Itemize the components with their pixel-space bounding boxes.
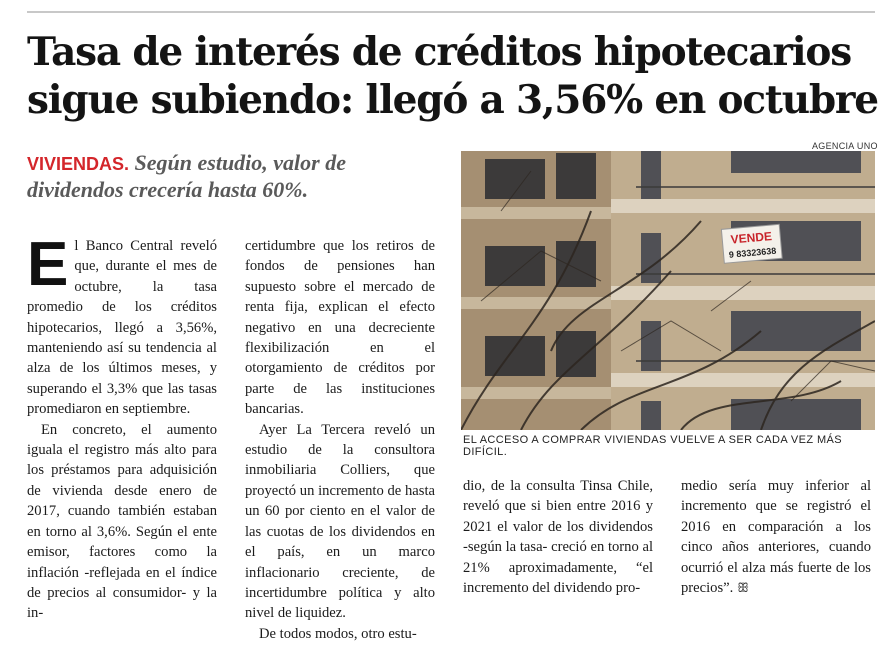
body-column-2: [245, 236, 435, 644]
body-column-4: [681, 476, 871, 599]
end-mark-icon: ꕥ: [736, 581, 750, 597]
top-rule: [27, 11, 875, 13]
section-kicker: VIVIENDAS.: [27, 154, 130, 174]
paragraph: Ayer La Tercera reveló un estudio de la consultora inmobiliaria Colliers, que proyectó un incremento de hasta un 60 por ciento en el valor de las cuotas de los dividendos en el país, en un marco inflacionario creciente, de incertidumbre política y alto nivel de liquidez.: [245, 421, 435, 622]
paragraph: dio, de la consulta Tinsa Chile, reveló que si bien entre 2016 y 2021 el valor de los dividendos -según la tasa- creció en torno al 21% aproximadamente, “el incremento del dividendo pro-: [463, 478, 653, 597]
photo-credit: AGENCIA UNO: [812, 141, 878, 151]
paragraph: [681, 476, 871, 599]
sale-sign-phone: 9 83323638: [728, 245, 777, 260]
headline-line-2: sigue subiendo: llegó a 3,56% en octubre: [27, 77, 878, 123]
paragraph-text: medio sería muy inferior al incremento que se registró el 2016 en comparación a los cinco años anteriores, cuando ocurrió el alza más fuerte de los precios”.: [681, 478, 871, 597]
photo-caption: EL ACCESO A COMPRAR VIVIENDAS VUELVE A SER CADA VEZ MÁS DIFÍCIL.: [463, 434, 843, 458]
paragraph-text: l Banco Central reveló que, durante el mes de octubre, la tasa promedio de los créditos hipotecarios, llegó a 3,56%, manteniendo así su tendencia al alza de los últimos meses, y superando el 3,3% que las tasas promediaron en septiembre.: [27, 238, 217, 418]
sale-sign-text: VENDE: [730, 229, 773, 247]
paragraph: [27, 230, 217, 420]
body-column-1: [27, 230, 217, 624]
headline-line-1: Tasa de interés de créditos hipotecarios: [27, 29, 851, 75]
paragraph: En concreto, el aumento iguala el registro más alto para los préstamos para adquisición de vivienda desde enero de 2017, cuando también estaban en torno al 3,6%. Según el ente emisor, factores como la inflación -reflejada en el índice de precios al consumidor- y la in-: [27, 421, 217, 622]
deck-text: Según estudio, valor de dividendos crecería hasta 60%.: [27, 150, 346, 202]
building-photo: [461, 151, 875, 430]
paragraph: De todos modos, otro estu-: [259, 625, 417, 642]
body-column-3: [463, 476, 653, 598]
paragraph: certidumbre que los retiros de fondos de pensiones han supuesto sobre el mercado de renta fija, explican el efecto negativo en una decreciente flexibilización en el otorgamiento de créditos por parte de las instituciones bancarias.: [245, 238, 435, 418]
headline: [27, 28, 887, 124]
building-illustration: [461, 151, 875, 430]
drop-cap: E: [27, 230, 69, 299]
deck: [27, 150, 447, 203]
